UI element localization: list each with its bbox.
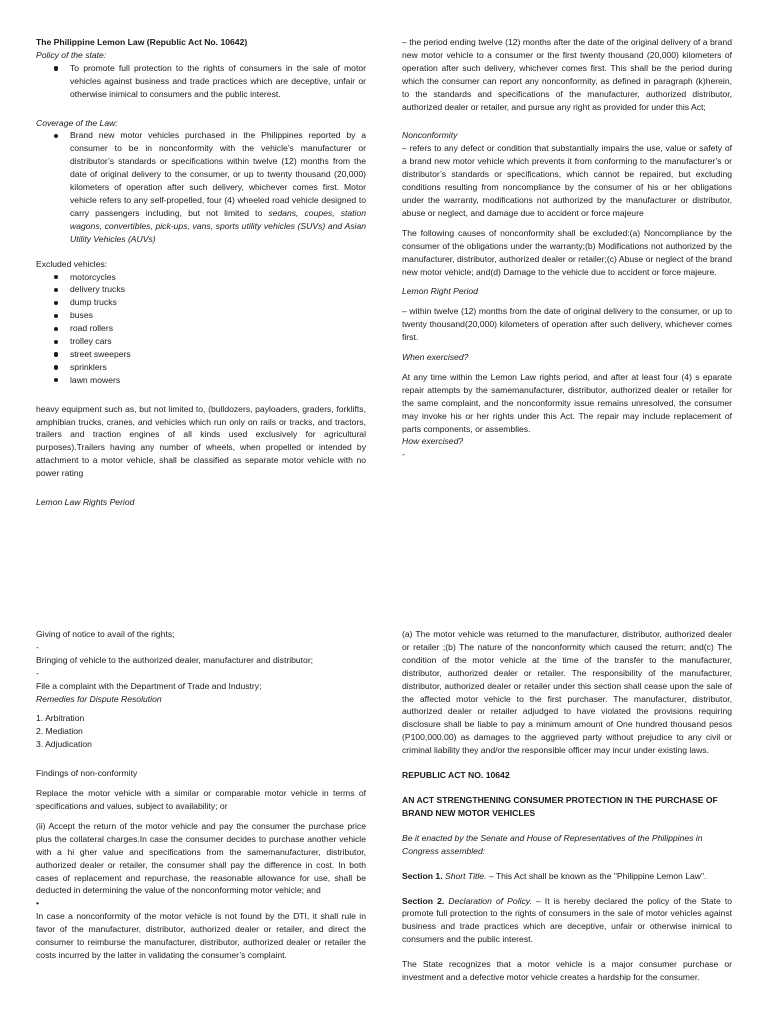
top-right-column: [402, 36, 732, 461]
step-dash: -: [36, 641, 39, 652]
remedy-item: 1. Arbitration: [36, 713, 85, 724]
responsibility-paragraph: (a) The motor vehicle was returned to the manufacturer, distributor, authorized dealer or retailer ;(b) The nature of the nonconformity which caused the return; and(c) The condition of the motor vehicle at the time of the transfer to the manufacturer, distributor, authorized dealer or retailer. The responsibility of the manufacturer, distributor, authorized dealer or retailer under this section shall cease upon the sale of the affected motor vehicle to the first purchaser. The manufacturer, distributor, authorized dealer or retailer adjudged to have violated the provisions requiring disclosure shall be liable to pay a minimum amount of One hundred thousand pesos (P100,000.00) as damages to the aggrieved party without prejudice to any civil or criminal liability they and/or the responsible officer may incur under existing laws.: [402, 629, 732, 756]
step-dash: -: [36, 667, 39, 678]
excluded-item: sprinklers: [36, 361, 366, 374]
excluded-list: [36, 271, 366, 387]
complaint-step: File a complaint with the Department of Trade and Industry;: [36, 680, 262, 691]
section-1-title: Short Title.: [444, 870, 487, 881]
policy-item: To promote full protection to the rights of consumers in the sale of motor vehicles against business and trade practices which are deceptive, unfair or otherwise inimical to consumers and the public interest.: [36, 62, 366, 101]
coverage-item: [36, 129, 366, 245]
excluded-item: street sweepers: [36, 348, 366, 361]
excluded-heading: Excluded vehicles:: [36, 258, 108, 269]
bullet-mark: •: [36, 898, 40, 909]
excluded-item: motorcycles: [36, 271, 366, 284]
republic-act-heading: REPUBLIC ACT NO. 10642: [402, 770, 510, 781]
rights-period-definition: – the period ending twelve (12) months after the date of the original delivery of a brand new motor vehicle to a consumer or the first twenty thousand (20,000) kilometers of operation after such delivery, whichever comes first. This shall be the period during which the consumer can report any nonconformity, as defined in paragraph (k)herein, to the standards and specifications of the manufacturer, authorized distributor, authorized dealer or retailer, and pursue any right as provided for under this Act;: [402, 37, 732, 112]
state-recognizes-paragraph: The State recognizes that a motor vehicle is a major consumer purchase or investment and a defective motor vehicle creates a hardship for the consumer.: [402, 959, 732, 983]
when-exercised-paragraph: At any time within the Lemon Law rights period, and after at least four (4) s eparate repair attempts by the samemanufacturer, distributor, authorized dealer or retailer for the same complaint, and the nonconformity issue remains unresolved, the consumer may invoke his or her rights under this Act. The repair may include replacement of parts components, or assemblies.: [402, 371, 732, 434]
remedy-item: 2. Mediation: [36, 726, 83, 737]
how-exercised-heading: How exercised?: [402, 436, 464, 447]
coverage-item-text: Brand new motor vehicles purchased in the Philippines reported by a consumer to be in nonconformity with the vehicle’s manufacturer or distributor’s standards or specifications within twelve (12) months from the date of original delivery to the consumer, or up to twenty thousand (20,000) kilometers of operation after such delivery, whichever comes first. Motor vehicle refers to any self-propelled, four (4) wheeled road vehicle designed to carry passengers including, but not limited to: [70, 130, 366, 218]
policy-heading: Policy of the state:: [36, 49, 107, 60]
top-left-column: [36, 36, 366, 509]
section-1-label: Section 1.: [402, 870, 443, 881]
excluded-causes-paragraph: The following causes of nonconformity shall be excluded:(a) Noncompliance by the consumer of the obligations under the warranty;(b) Modifications not authorized by the manufacturer, distributor, authorized dealer or retailer;(c) Abuse or neglect of the brand new motor vehicle; and(d) Damage to the vehicle due to accident or force majeure.: [402, 227, 732, 277]
coverage-item-vehicle-types: sedans, coupes, station wagons, convertibles, pick-ups, vans, sports utility vehicles (SUVs) and Asian Utility Vehicles (AUVs): [70, 207, 367, 244]
excluded-item: lawn mowers: [36, 374, 366, 387]
how-exercised-dash: -: [402, 449, 405, 460]
replace-paragraph: Replace the motor vehicle with a similar or comparable motor vehicle in terms of specifications and values, subject to availability; or: [36, 788, 366, 811]
nonconformity-heading: Nonconformity: [402, 130, 458, 141]
section-1: [402, 870, 732, 883]
nonconformity-definition: – refers to any defect or condition that substantially impairs the use, value or safety of a brand new motor vehicle which prevents it from conforming to the manufacturer’s or distributor’s standards or specifications, which cannot be repaired, but excluding conditions resulting from noncompliance by the consumer of his or her obligations under the warranty, modifications not authorized by the manufacturer or distributor, abuse or neglect, and damage due to accident or force majeure: [402, 143, 732, 218]
notice-step: Giving of notice to avail of the rights;: [36, 629, 175, 639]
remedy-item: 3. Adjudication: [36, 739, 92, 750]
section-1-text: – This Act shall be known as the "Philippine Lemon Law".: [488, 870, 707, 881]
section-2: [402, 895, 732, 947]
remedies-heading: Remedies for Dispute Resolution: [36, 693, 162, 704]
excluded-item: road rollers: [36, 322, 366, 335]
document-title: The Philippine Lemon Law (Republic Act No. 10642): [36, 37, 248, 47]
coverage-list: [36, 129, 366, 245]
bottom-right-column: [402, 628, 732, 984]
rights-period-heading: Lemon Law Rights Period: [36, 497, 135, 508]
section-2-label: Section 2.: [402, 895, 445, 906]
heavy-equipment-paragraph: heavy equipment such as, but not limited to, (bulldozers, payloaders, graders, forklifts, amphibian trucks, cranes, and vehicles which run only on rails or tracks, and tractors, trailers and traction engines of all kinds used exclusively for agricultural purposes).Trailers having any number of wheels, when propelled or intended by attachment to a motor vehicle, shall be classified as separate motor vehicle with no power rating: [36, 403, 366, 479]
excluded-item: dump trucks: [36, 296, 366, 309]
excluded-item: buses: [36, 309, 366, 322]
bottom-left-column: [36, 628, 366, 962]
not-found-paragraph: In case a nonconformity of the motor vehicle is not found by the DTI, it shall rule in favor of the manufacturer, distributor, authorized dealer or retailer, and direct the consumer to reimburse the manufacturer, distributor, authorized dealer or retailer the costs incurred by the latter in validating the consumer’s complaint.: [36, 911, 366, 960]
section-2-text: – It is hereby declared the policy of the State to promote full protection to the rights of consumers in the sale of motor vehicles against business and trade practices which are deceptive, unfair or otherwise inimical to consumers and the public interest.: [402, 895, 733, 945]
policy-list: [36, 62, 366, 101]
act-title-heading: AN ACT STRENGTHENING CONSUMER PROTECTION IN THE PURCHASE OF BRAND NEW MOTOR VEHICLES: [402, 794, 718, 818]
accept-return-paragraph: (ii) Accept the return of the motor vehicle and pay the consumer the purchase price plus the collateral charges.In case the consumer decides to purchase another vehicle with a hi gher value and specifications from the samemanufacturer, distributor, authorized dealer or retailer, the consumer shall pay the difference in cost. In both cases of replacement and repurchase, the reasonable allowance for use, shall be deducted in determining the value of the nonconforming motor vehicle; and: [36, 820, 366, 896]
excluded-item: trolley cars: [36, 335, 366, 348]
coverage-heading: Coverage of the Law:: [36, 117, 118, 128]
enacting-clause: Be it enacted by the Senate and House of Representatives of the Philippines in Congress assembled:: [402, 832, 703, 856]
lemon-right-period-definition: – within twelve (12) months from the date of original delivery to the consumer, or up to twenty thousand(20,000) kilometers of operation after such delivery, whichever comes first.: [402, 306, 732, 343]
findings-heading: Findings of non-conformity: [36, 768, 138, 779]
when-exercised-heading: When exercised?: [402, 352, 469, 363]
excluded-item: delivery trucks: [36, 283, 366, 296]
bringing-step: Bringing of vehicle to the authorized dealer, manufacturer and distributor;: [36, 654, 314, 665]
section-2-title: Declaration of Policy.: [448, 895, 532, 906]
lemon-right-period-heading: Lemon Right Period: [402, 286, 478, 297]
